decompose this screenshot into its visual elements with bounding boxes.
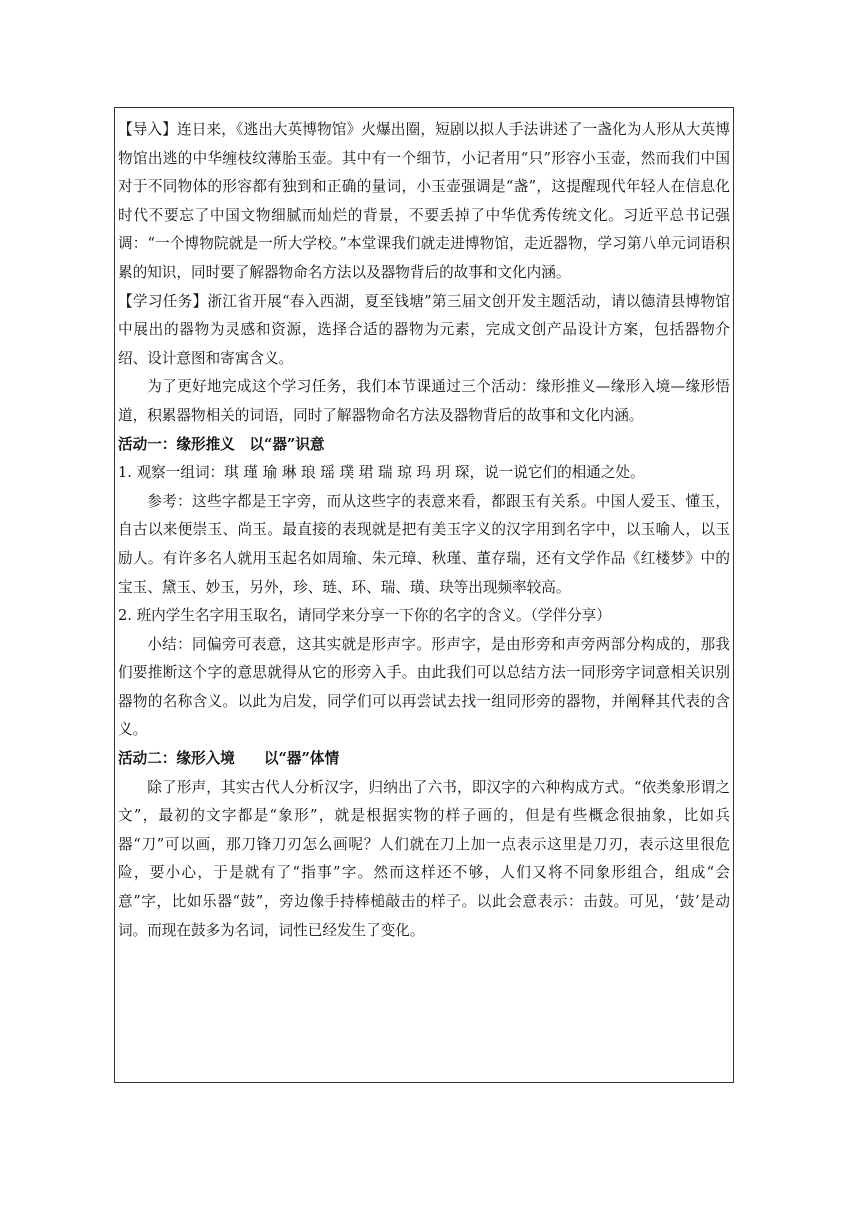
- activity1-question2: 2. 班内学生名字用玉取名，请同学来分享一下你的名字的含义。（学伴分享）: [118, 607, 611, 625]
- activity1-summary: 小结：同偏旁可表意，这其实就是形声字。形声字，是由形旁和声旁两部分构成的，那我们要推断这个字的意思就得从它的形旁入手。由此我们可以总结方法一同形旁字词意相关识别器物的名称含义。以此为启发，同学们可以再尝试去找一组同形旁的器物，并阐释其代表的含义。: [118, 635, 730, 739]
- intro-text: 连日来，《逃出大英博物馆》火爆出圈，短剧以拟人手法讲述了一盏化为人形从大英博物馆出逃的中华缠枝纹薄胎玉壶。其中有一个细节，小记者用“只”形容小玉壶，然而我们中国对于不同物体的形容都有独到和正确的量词，小玉壶强调是“盏”，这提醒现代年轻人在信息化时代不要忘了中国文物细腻而灿烂的背景，不要丢掉了中华优秀传统文化。习近平总书记强调：“一个博物院就是一所大学校。”本堂课我们就走进博物馆，走近器物，学习第八单元词语积累的知识，同时要了解器物命名方法以及器物背后的故事和文化内涵。: [118, 121, 730, 281]
- lesson-content: [118, 116, 730, 945]
- task-paragraph: [118, 288, 730, 374]
- activity1-question1: 1. 观察一组词：琪 瑾 瑜 琳 琅 瑶 璞 珺 瑞 琼 玛 玥 琛，说一说它们的相通之处。: [118, 464, 645, 482]
- activity1-heading: 活动一：缘形推义 以“器”识意: [118, 435, 325, 453]
- task-label: 【学习任务】: [118, 292, 208, 310]
- intro-label: 【导入】: [118, 121, 177, 138]
- activity1-reference: 参考：这些字都是王字旁，而从这些字的表意来看，都跟玉有关系。中国人爱玉、懂玉，自古以来便崇玉、尚玉。最直接的表现就是把有美玉字义的汉字用到名字中，以玉喻人，以玉励人。有许多名人就用玉起名如周瑜、朱元璋、秋瑾、董存瑞，还有文学作品《红楼梦》中的宝玉、黛玉、妙玉，另外，珍、琏、环、瑞、璜、玦等出现频率较高。: [118, 492, 730, 596]
- intro-paragraph: [118, 116, 730, 288]
- activity2-paragraph: 除了形声，其实古代人分析汉字，归纳出了六书，即汉字的六种构成方式。“依类象形谓之文”，最初的文字都是“象形”，就是根据实物的样子画的，但是有些概念很抽象，比如兵器“刀”可以画，那刀锋刀刃怎么画呢？人们就在刀上加一点表示这里是刀刃，表示这里很危险，要小心，于是就有了“指事”字。然而这样还不够，人们又将不同象形组合，组成“会意”字，比如乐器“鼓”，旁边像手持棒槌敲击的样子。以此会意表示：击鼓。可见，‘鼓’是动词。而现在鼓多为名词，词性已经发生了变化。: [118, 778, 730, 939]
- task-text: 浙江省开展“春入西湖，夏至钱塘”第三届文创开发主题活动，请以德清县博物馆中展出的器物为灵感和资源，选择合适的器物为元素，完成文创产品设计方案，包括器物介绍、设计意图和寄寓含义。: [118, 292, 730, 367]
- activity2-heading: 活动二：缘形入境 以“器”体情: [118, 750, 340, 768]
- overview-paragraph: 为了更好地完成这个学习任务，我们本节课通过三个活动：缘形推义—缘形入境—缘形悟道，积累器物相关的词语，同时了解器物命名方法及器物背后的故事和文化内涵。: [118, 378, 730, 424]
